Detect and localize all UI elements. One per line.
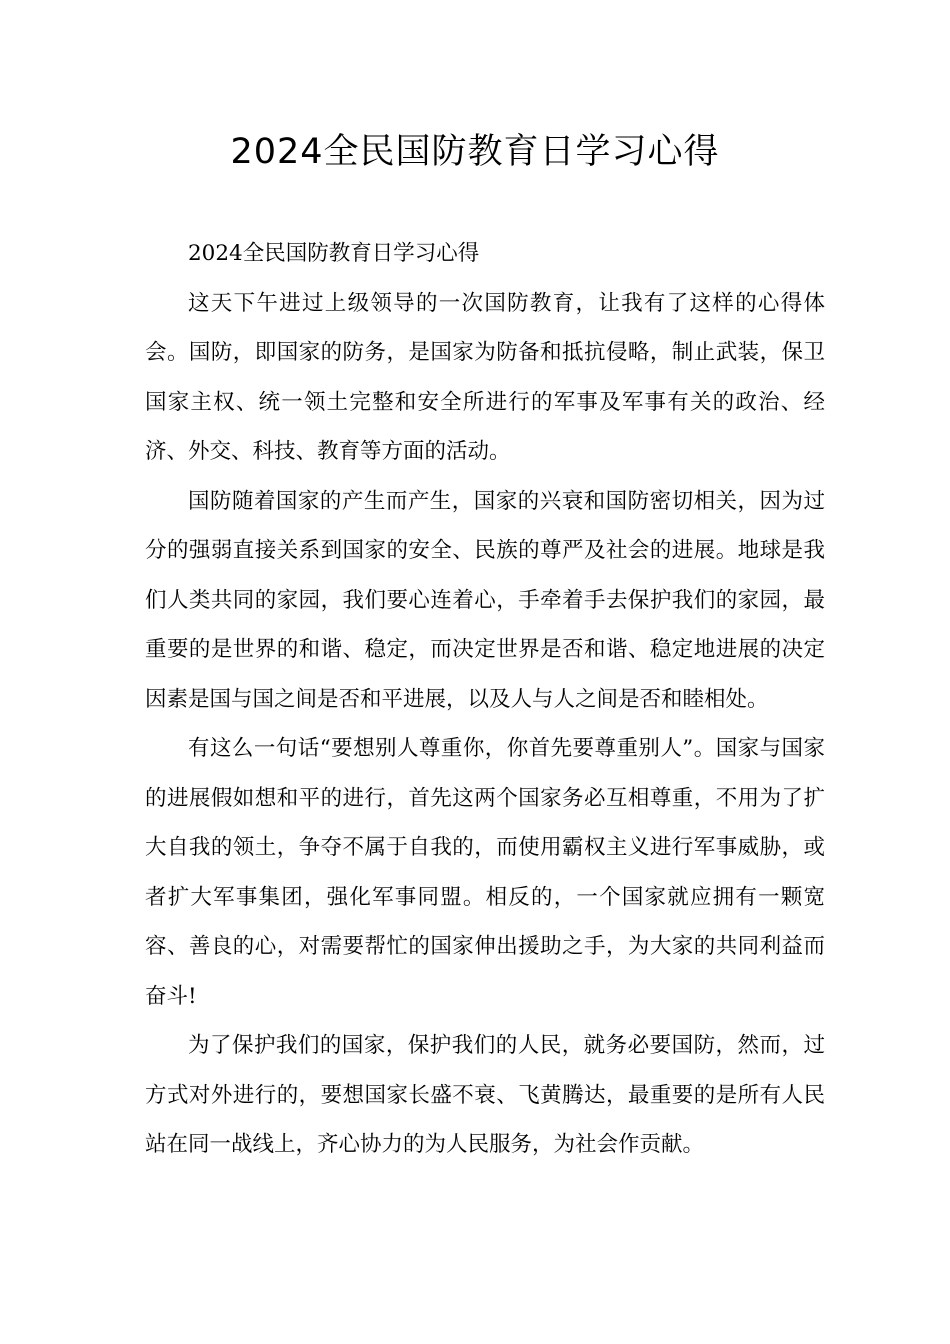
document-title: 2024全民国防教育日学习心得	[230, 132, 720, 172]
paragraph: 这天下午进过上级领导的一次国防教育，让我有了这样的心得体会。国防，即国家的防务，是国家为防备和抵抗侵略，制止武装，保卫国家主权、统一领土完整和安全所进行的军事及军事有关的政治、经济、外交、科技、教育等方面的活动。	[145, 290, 825, 464]
paragraph: 国防随着国家的产生而产生，国家的兴衰和国防密切相关，因为过分的强弱直接关系到国家的安全、民族的尊严及社会的进展。地球是我们人类共同的家园，我们要心连着心，手牵着手去保护我们的家园，最重要的是世界的和谐、稳定，而决定世界是否和谐、稳定地进展的决定因素是国与国之间是否和平进展，以及人与人之间是否和睦相处。	[145, 488, 825, 712]
document-body	[145, 229, 825, 1170]
paragraph: 有这么一句话“要想别人尊重你，你首先要尊重别人”。国家与国家的进展假如想和平的进行，首先这两个国家务必互相尊重，不用为了扩大自我的领土，争夺不属于自我的，而使用霸权主义进行军事威胁，或者扩大军事集团，强化军事同盟。相反的，一个国家就应拥有一颗宽容、善良的心，对需要帮忙的国家伸出援助之手，为大家的共同利益而奋斗!	[145, 736, 825, 1009]
paragraph-subtitle: 2024全民国防教育日学习心得	[188, 241, 480, 266]
paragraph: 为了保护我们的国家，保护我们的人民，就务必要国防，然而，过方式对外进行的，要想国家长盛不衰、飞黄腾达，最重要的是所有人民站在同一战线上，齐心协力的为人民服务，为社会作贡献。	[145, 1033, 825, 1157]
